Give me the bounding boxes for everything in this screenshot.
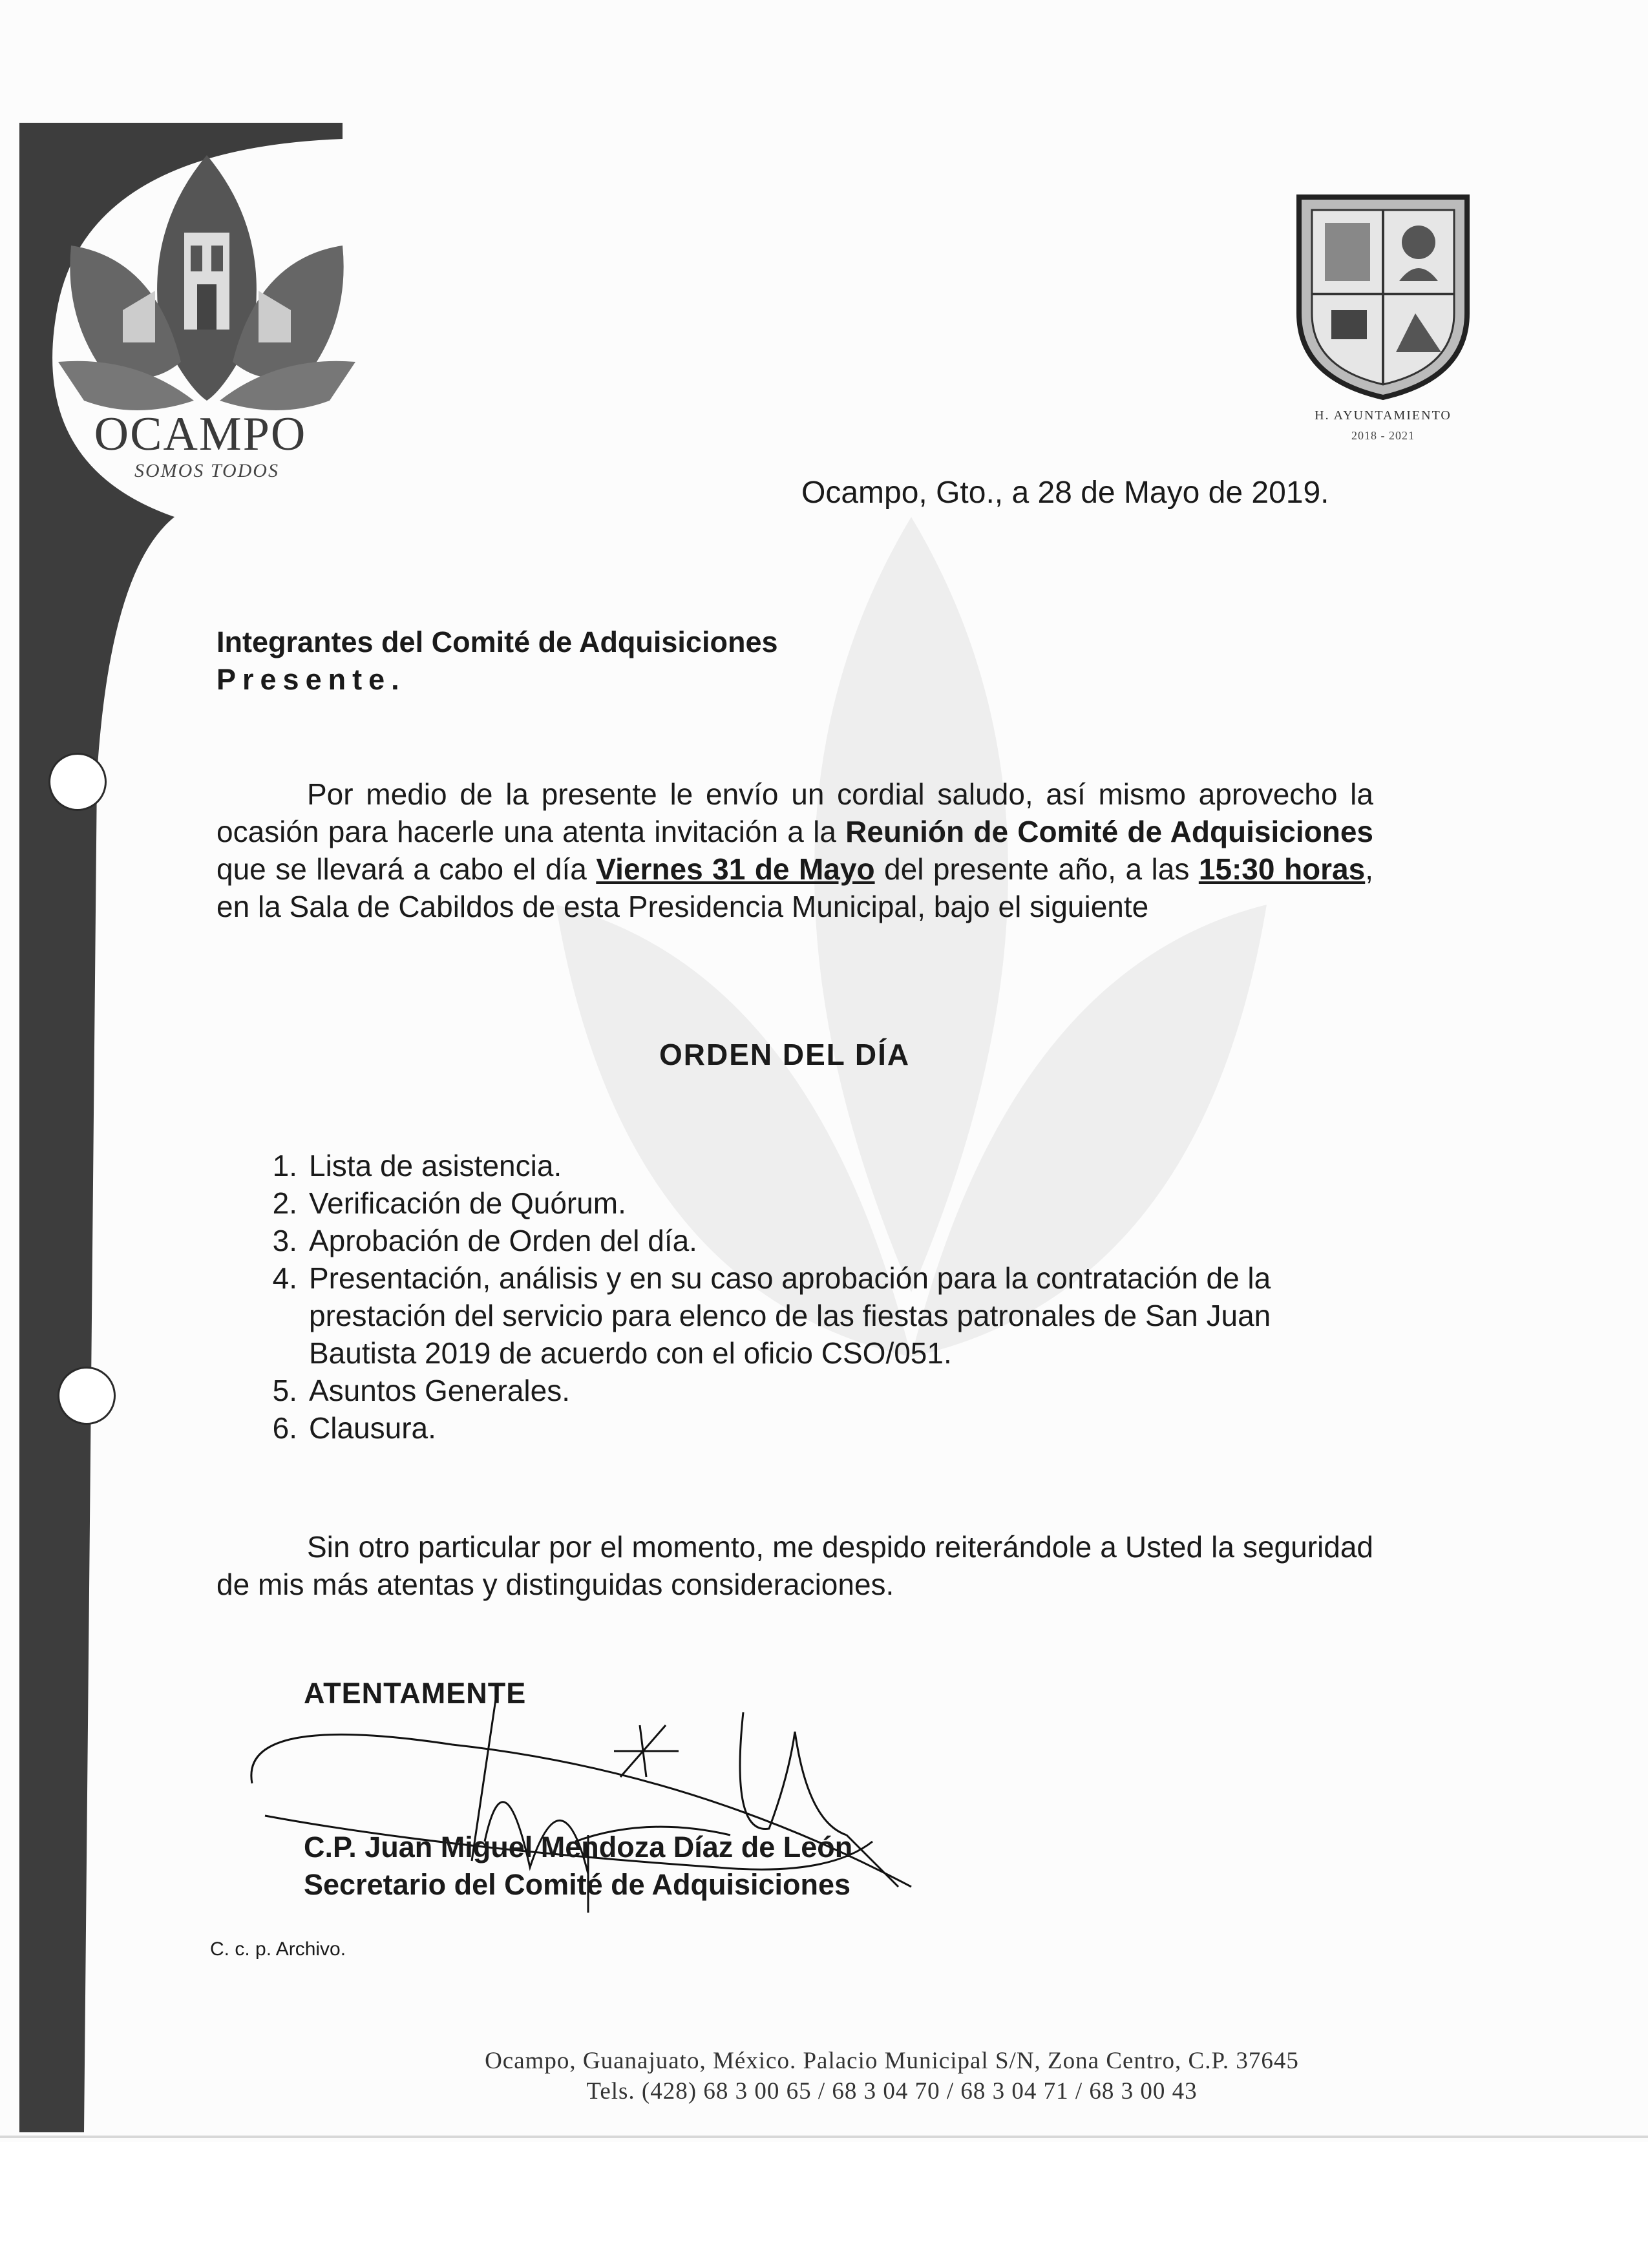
agenda-number: 5. [272,1374,297,1407]
logo-name: OCAMPO [94,408,307,461]
agenda-item [252,1259,1377,1372]
paragraph-text: Por medio de la presente le envío un cordial saludo, así mismo aprovecho la ocasión para hacerle una atenta invitación a la [217,777,1373,848]
signer-name: C.P. Juan Miguel Mendoza Díaz de León [304,1831,853,1864]
agenda-text: Clausura. [309,1411,436,1445]
punch-hole-top [50,755,105,809]
meeting-date: Viernes 31 de Mayo [596,852,875,886]
closing-word: ATENTAMENTE [304,1677,527,1710]
invitation-paragraph [217,775,1373,925]
addressee-line: Integrantes del Comité de Adquisiciones [217,625,778,658]
paragraph-text: del presente año, a las [874,852,1199,886]
agenda-item [252,1409,1377,1447]
logo-tagline: SOMOS TODOS [134,460,279,481]
closing-paragraph: Sin otro particular por el momento, me despido reiterándole a Usted la seguridad de mis más atentas y distinguidas consideraciones. [217,1530,1373,1601]
agenda-item [252,1184,1377,1222]
cc-note: C. c. p. Archivo. [210,1938,346,1960]
crest-title: H. AYUNTAMIENTO [1315,408,1452,423]
signer-block [304,1829,852,1904]
agenda-text: Verificación de Quórum. [309,1186,626,1220]
footer-phones: Tels. (428) 68 3 00 65 / 68 3 04 70 / 68 3 04 71 / 68 3 00 43 [586,2078,1198,2105]
signer-title: Secretario del Comité de Adquisiciones [304,1868,851,1901]
crest-period: 2018 - 2021 [1351,429,1415,442]
agenda-number: 3. [272,1224,297,1257]
date-line: Ocampo, Gto., a 28 de Mayo de 2019. [801,476,1329,510]
paragraph-text: que se llevará a cabo el día [217,852,597,886]
meeting-name: Reunión de Comité de Adquisiciones [845,815,1374,848]
punch-hole-bottom [59,1369,114,1423]
agenda-number: 6. [272,1411,297,1445]
agenda-text: Lista de asistencia. [309,1149,562,1182]
agenda-item [252,1147,1377,1184]
meeting-time: 15:30 horas [1198,852,1366,886]
addressee-presente: Presente. [217,663,406,696]
agenda-item [252,1222,1377,1259]
paragraph-text: , en la Sala de Cabildos de esta Presidencia Municipal, bajo el siguiente [217,852,1373,923]
footer-address: Ocampo, Guanajuato, México. Palacio Municipal S/N, Zona Centro, C.P. 37645 [485,2048,1299,2074]
agenda-text: Presentación, análisis y en su caso aprobación para la contratación de la prestación del servicio para elenco de las fiestas patronales de San Juan Bautista 2019 de acuerdo con el oficio CSO/051. [309,1261,1271,1370]
agenda-number: 1. [272,1149,297,1182]
agenda-heading: ORDEN DEL DÍA [659,1038,911,1071]
agenda-text: Aprobación de Orden del día. [309,1224,697,1257]
agenda-list [252,1147,1377,1447]
agenda-item [252,1372,1377,1409]
agenda-number: 2. [272,1186,297,1220]
addressee-block [217,624,778,698]
municipal-crest [1286,184,1480,404]
agenda-number: 4. [272,1261,297,1295]
agenda-text: Asuntos Generales. [309,1374,571,1407]
